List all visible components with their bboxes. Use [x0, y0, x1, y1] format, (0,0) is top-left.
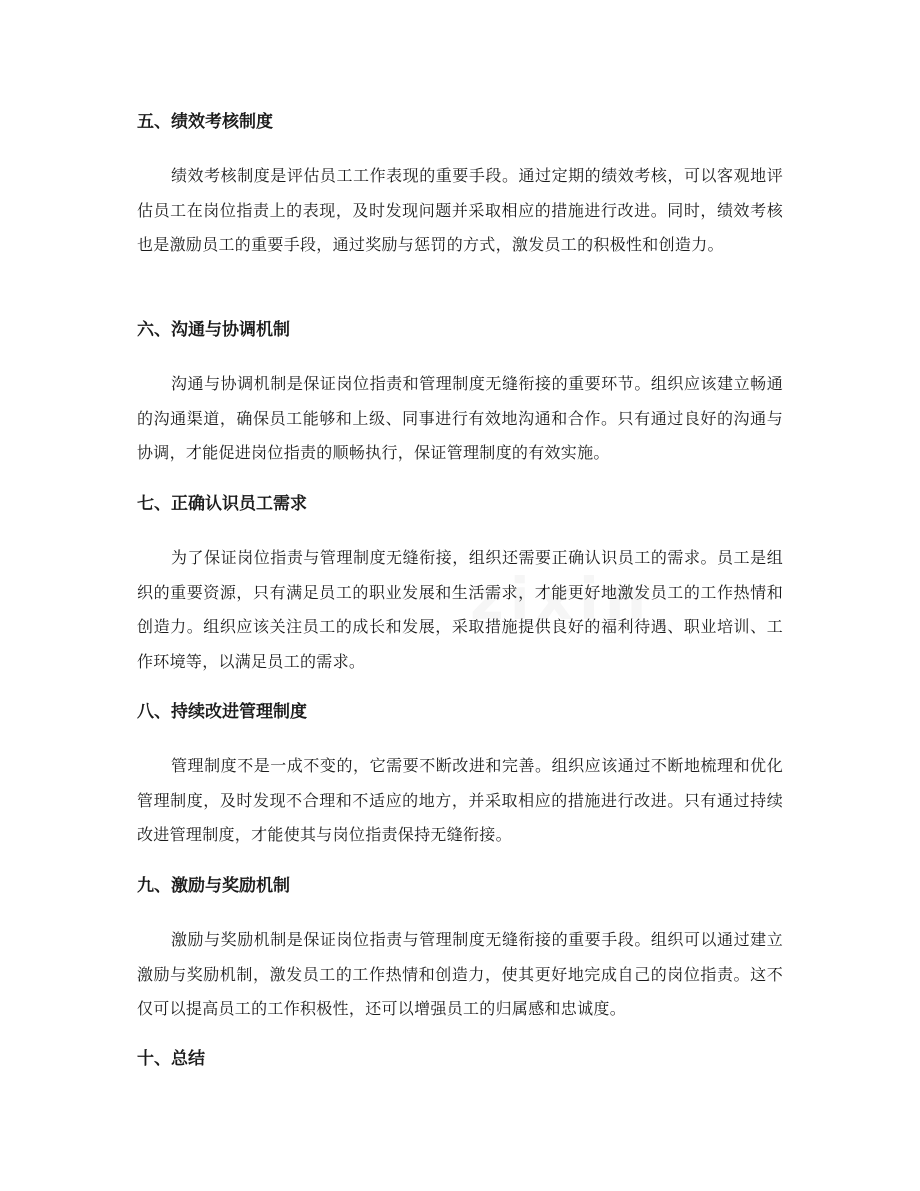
- section-heading: 五、绩效考核制度: [137, 112, 273, 132]
- section-paragraph: 绩效考核制度是评估员工工作表现的重要手段。通过定期的绩效考核，可以客观地评估员工在岗位指责上的表现，及时发现问题并采取相应的措施进行改进。同时，绩效考核也是激励员工的重要手段，通过奖励与惩罚的方式，激发员工的积极性和创造力。: [137, 166, 783, 254]
- watermark: zixin: [470, 565, 653, 633]
- section-6: [137, 318, 783, 471]
- section-paragraph: 为了保证岗位指责与管理制度无缝衔接，组织还需要正确认识员工的需求。员工是组织的重要资源，只有满足员工的职业发展和生活需求，才能更好地激发员工的工作热情和创造力。组织应该关注员工的成长和发展，采取措施提供良好的福利待遇、职业培训、工作环境等，以满足员工的需求。: [137, 548, 783, 671]
- section-heading: 六、沟通与协调机制: [137, 320, 290, 340]
- section-heading: 七、正确认识员工需求: [137, 494, 307, 514]
- section-heading: 九、激励与奖励机制: [137, 876, 290, 896]
- section-paragraph: 管理制度不是一成不变的，它需要不断改进和完善。组织应该通过不断地梳理和优化管理制度，及时发现不合理和不适应的地方，并采取相应的措施进行改进。只有通过持续改进管理制度，才能使其与岗位指责保持无缝衔接。: [137, 756, 783, 844]
- section-7: [137, 492, 783, 679]
- section-heading: 八、持续改进管理制度: [137, 702, 307, 722]
- section-10: [137, 1047, 783, 1071]
- section-paragraph: 沟通与协调机制是保证岗位指责和管理制度无缝衔接的重要环节。组织应该建立畅通的沟通渠道，确保员工能够和上级、同事进行有效地沟通和合作。只有通过良好的沟通与协调，才能促进岗位指责的顺畅执行，保证管理制度的有效实施。: [137, 374, 783, 462]
- section-heading: 十、总结: [137, 1049, 205, 1069]
- section-9: [137, 874, 783, 1027]
- section-5: [137, 110, 783, 263]
- section-8: [137, 700, 783, 853]
- section-paragraph: 激励与奖励机制是保证岗位指责与管理制度无缝衔接的重要手段。组织可以通过建立激励与奖励机制，激发员工的工作热情和创造力，使其更好地完成自己的岗位指责。这不仅可以提高员工的工作积极性，还可以增强员工的归属感和忠诚度。: [137, 930, 783, 1018]
